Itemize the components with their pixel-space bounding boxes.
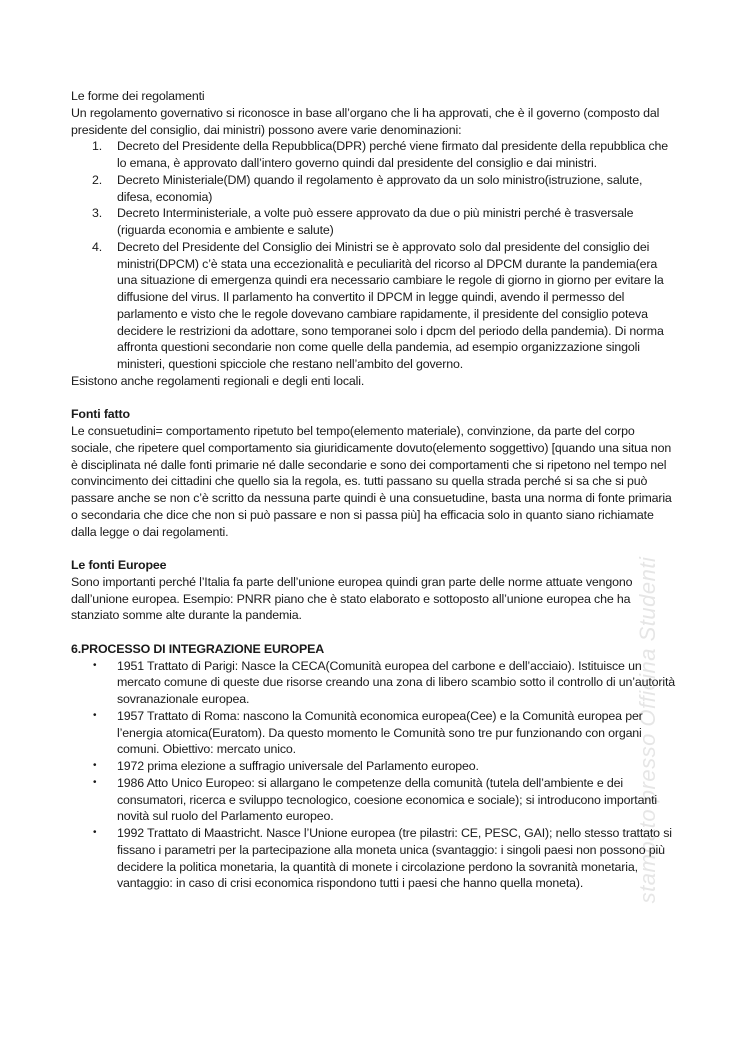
bullet-icon: • [93, 776, 97, 788]
list-item-text: 1957 Trattato di Roma: nascono la Comunità economica europea(Cee) e la Comunità europea per l’energia atomica(Euratom). Da questo momento le Comunità sono tre pur funzionando con organi comuni. Obiettivo: mercato unico. [117, 708, 643, 757]
list-item [71, 775, 675, 825]
section-title-integrazione: 6.PROCESSO DI INTEGRAZIONE EUROPEA [71, 641, 325, 656]
list-item [71, 758, 675, 775]
paragraph-fonti-fatto: Le consuetudini= comportamento ripetuto bel tempo(elemento materiale), convinzione, da parte del corpo sociale, che ripetere quel comportamento sia giuridicamente dovuto(elemento soggettivo) [quando una situa non è disciplinata né dalle fonti primarie né dalle secondarie e sono dei comportamenti che si ripetono nel tempo nel convincimento dei cittadini che quello sia la regola, es. tutti passano su quella strada perché si sa che si può passare anche se non c’è scritto da nessuna parte quindi è una consuetudine, basta una norma di fonte primaria o secondaria che dice che non si può passare e non si passa più] ha efficacia solo in quanto siano richiamate dalla legge o dai regolamenti. [71, 424, 672, 539]
section-title-regolamenti: Le forme dei regolamenti [71, 89, 205, 103]
spacer [71, 390, 675, 407]
list-item [71, 658, 675, 708]
spacer [71, 540, 675, 557]
list-item-text: Decreto Interministeriale, a volte può essere approvato da due o più ministri perché è trasversale (riguarda economia e ambiente e salute) [117, 206, 634, 237]
section-title-fonti-fatto: Fonti fatto [71, 407, 130, 422]
list-number: 2. [92, 172, 103, 187]
list-item-text: 1951 Trattato di Parigi: Nasce la CECA(Comunità europea del carbone e dell’acciaio). Istituisce un mercato comune di queste due risorse creando una zona di libero scambio sotto il controllo di un’autorità sovranazionale europea. [117, 658, 675, 706]
paragraph-fonti-europee: Sono importanti perché l’Italia fa parte dell’unione europea quindi gran parte delle norme attuate vengono dall’unione europea. Esempio: PNRR piano che è stato elaborato e sottoposto all’unione europea che ha stanziato somme alte durante la pandemia. [71, 574, 633, 623]
list-item-text: 1972 prima elezione a suffragio universale del Parlamento europeo. [117, 759, 479, 773]
list-number: 3. [92, 206, 103, 221]
paragraph-regolamenti-intro: Un regolamento governativo si riconosce in base all’organo che li ha approvati, che è il governo (composto dal presidente del consiglio, dai ministri) possono avere varie denominazioni: [71, 105, 660, 137]
list-item-text: 1986 Atto Unico Europeo: si allargano le competenze della comunità (tutela dell’ambiente e dei consumatori, ricerca e sviluppo tecnologico, coesione economica e sociale); si introducono importanti novità sul ruolo del Parlamento europeo. [117, 775, 657, 824]
list-item [71, 825, 675, 892]
list-item [71, 708, 675, 758]
bulleted-list-trattati [71, 658, 675, 893]
list-item [71, 172, 675, 206]
bullet-icon: • [93, 760, 97, 771]
spacer [71, 624, 675, 641]
list-item-text: Decreto del Presidente della Repubblica(DPR) perché viene firmato dal presidente della repubblica che lo emana, è approvato dall’intero governo quindi dal presidente del consiglio e dai ministri. [117, 139, 669, 170]
bullet-icon: • [93, 709, 97, 721]
list-number: 1. [92, 139, 103, 154]
bullet-icon: • [93, 659, 97, 671]
list-item [71, 239, 675, 373]
numbered-list-decreti [71, 138, 675, 373]
list-item-text: 1992 Trattato di Maastricht. Nasce l’Unione europea (tre pilastri: CE, PESC, GAI); nello stesso trattato si fissano i parametri per la partecipazione alla moneta unica (svantaggio: i singoli paesi non possono più decidere la politica monetaria, la quantità di monete i circolazione perdono la sovranità monetaria, vantaggio: in caso di crisi economica rispondono tutti i paesi che hanno quella moneta). [117, 826, 672, 891]
section-title-fonti-europee: Le fonti Europee [71, 558, 167, 572]
paragraph-regolamenti-outro: Esistono anche regolamenti regionali e degli enti locali. [71, 373, 365, 388]
document-page [71, 88, 675, 892]
list-item-text: Decreto del Presidente del Consiglio dei Ministri se è approvato solo dal presidente del consiglio dei ministri(DPCM) c’è stata una eccezionalità e peculiarità del ricorso al DPCM durante la pandemia(era una situazione di emergenza quindi era necessario cambiare le regole di giorno in giorno per evitare la diffusione del virus. Il parlamento ha convertito il DPCM in legge quindi, avendo il permesso del parlamento e visto che le regole dovevano cambiare rapidamente, il presidente del consiglio poteva decidere le restrizioni da adottare, sono temporanei solo i dpcm del periodo della pandemia). Di norma affronta questioni secondarie non come quelle della pandemia, ad esempio organizzazione singoli ministeri, questioni spicciole che restano nell’ambito del governo. [117, 239, 664, 371]
bullet-icon: • [93, 827, 97, 838]
watermark: stampato presso Officina Studenti [635, 556, 660, 904]
list-item-text: Decreto Ministeriale(DM) quando il regolamento è approvato da un solo ministro(istruzione, salute, difesa, economia) [117, 172, 643, 204]
list-item [71, 205, 675, 239]
list-number: 4. [92, 239, 103, 254]
list-item [71, 138, 675, 172]
